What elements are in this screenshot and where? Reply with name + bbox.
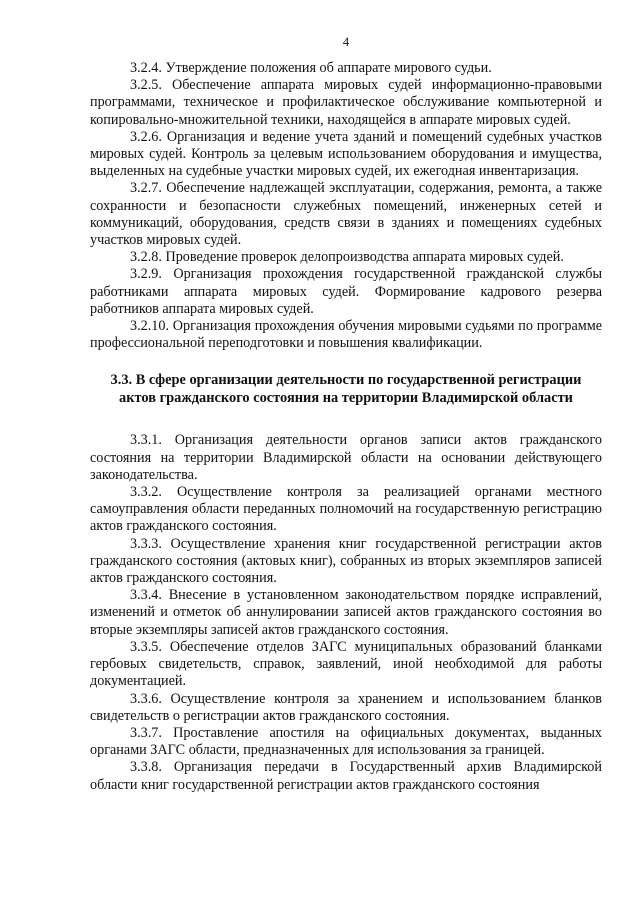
paragraph-3-2-7: 3.2.7. Обеспечение надлежащей эксплуатации, содержания, ремонта, а также сохранности и безопасности служебных помещений, инженерных сетей и коммуникаций, оборудования, средств связи в зданиях и помещениях судебных участков мировых судей. — [90, 180, 602, 249]
paragraph-3-3-6: 3.3.6. Осуществление контроля за хранением и использованием бланков свидетельств о регистрации актов гражданского состояния. — [90, 690, 602, 724]
paragraph-3-2-10: 3.2.10. Организация прохождения обучения мировыми судьями по программе профессиональной переподготовки и повышения квалификации. — [90, 318, 602, 352]
section-heading-line-2: актов гражданского состояния на территории Владимирской области — [119, 389, 573, 406]
paragraph-3-2-5: 3.2.5. Обеспечение аппарата мировых судей информационно-правовыми программами, техническое и профилактическое обслуживание компьютерной и копировально-множительной техники, находящейся в аппарате мировых судей. — [90, 77, 602, 128]
paragraph-3-2-8: 3.2.8. Проведение проверок делопроизводства аппарата мировых судей. — [130, 249, 564, 266]
paragraph-3-2-9: 3.2.9. Организация прохождения государственной гражданской службы работниками аппарата мировых судей. Формирование кадрового резерва работников аппарата мировых судей. — [90, 266, 602, 317]
paragraph-3-3-5: 3.3.5. Обеспечение отделов ЗАГС муниципальных образований бланками гербовых свидетельств, справок, заявлений, иной необходимой для работы документацией. — [90, 638, 602, 690]
section-heading-3-3 — [90, 372, 602, 407]
paragraph-3-3-8: 3.3.8. Организация передачи в Государственный архив Владимирской области книг государственной регистрации актов гражданского состояния — [90, 759, 602, 793]
paragraph-3-3-4: 3.3.4. Внесение в установленном законодательством порядке исправлений, изменений и отметок об аннулировании записей актов гражданского состояния во вторые экземпляры записей актов гражданского состояния. — [90, 587, 602, 638]
paragraph-3-2-6: 3.2.6. Организация и ведение учета зданий и помещений судебных участков мировых судей. Контроль за целевым использованием оборудования и имущества, выделенных на судебные участки мировых судей, их ежегодная инвентаризация. — [90, 128, 602, 180]
paragraph-3-3-7: 3.3.7. Проставление апостиля на официальных документах, выданных органами ЗАГС области, предназначенных для использования за границей. — [90, 724, 602, 759]
paragraph-3-3-1: 3.3.1. Организация деятельности органов записи актов гражданского состояния на территории Владимирской области на основании действующего законодательства. — [90, 432, 602, 483]
paragraph-3-2-4: 3.2.4. Утверждение положения об аппарате мирового судьи. — [130, 60, 492, 76]
page-number: 4 — [342, 35, 350, 49]
paragraph-3-3-2: 3.3.2. Осуществление контроля за реализацией органами местного самоуправления области переданных полномочий на государственную регистрацию актов гражданского состояния. — [90, 484, 602, 535]
paragraph-3-3-3: 3.3.3. Осуществление хранения книг государственной регистрации актов гражданского состояния (актовых книг), собранных из вторых экземпляров записей актов гражданского состояния. — [90, 535, 602, 587]
section-heading-line-1: 3.3. В сфере организации деятельности по государственной регистрации — [110, 372, 582, 389]
